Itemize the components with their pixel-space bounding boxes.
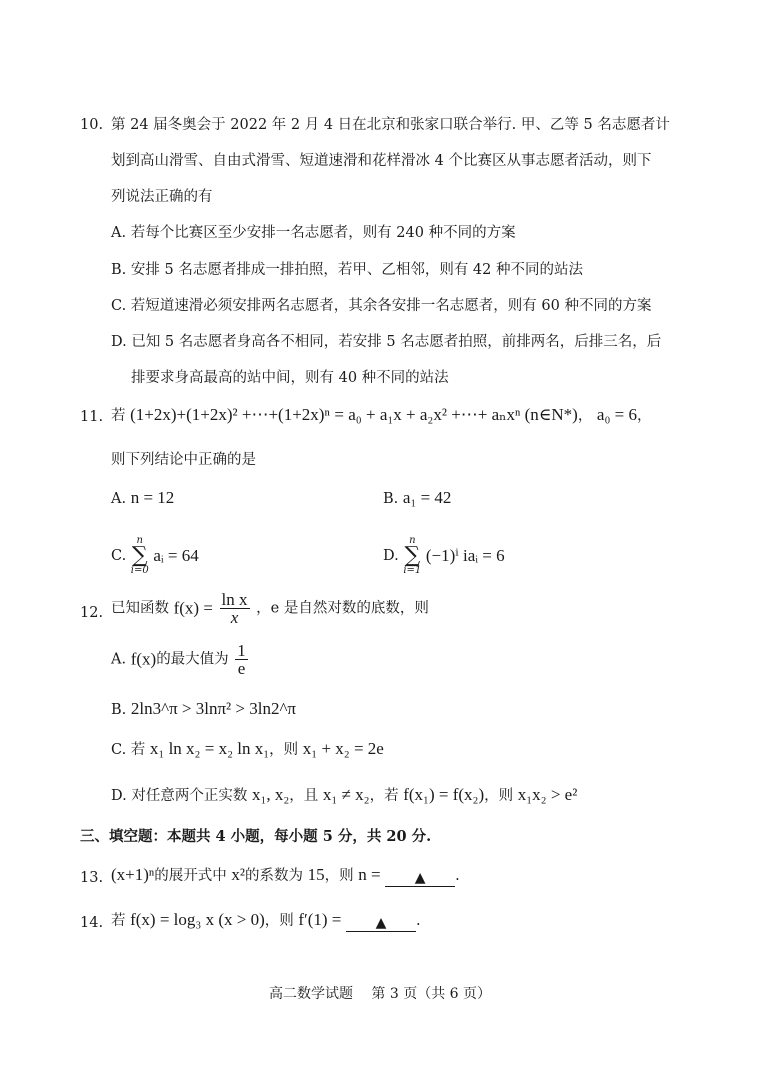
sigma-icon: ∑ [131, 543, 148, 568]
section-3-heading: 三、填空题：本题共 4 小题，每小题 5 分，共 20 分. [80, 828, 432, 845]
q12-option-a [111, 642, 250, 677]
q12-number: 12. [80, 605, 104, 621]
q14-expr2: f′(1) = [298, 910, 342, 929]
q14-end: . [416, 913, 421, 929]
q12-option-c-result: x₁ + x₂ = 2e [302, 739, 384, 758]
q10-option-d-line2: 排要求身高最高的站中间，则有 40 种不同的站法 [131, 370, 449, 386]
q12-option-d [111, 786, 577, 805]
q14-stem [111, 911, 421, 932]
q14-text: ，则 [264, 913, 294, 929]
q12-option-d-and: ，且 [289, 788, 319, 804]
q11-number: 11. [80, 409, 104, 425]
q11-option-d-expr: (−1)ⁱ iaᵢ = 6 [425, 546, 505, 565]
q12-option-a-fx: f(x) [130, 649, 157, 669]
q10-option-d-line1: D. 已知 5 名志愿者身高各不相同，若安排 5 名志愿者拍照，前排两名，后排三名，后 [111, 334, 662, 350]
q10-stem-line3: 列说法正确的有 [111, 189, 213, 205]
q12-option-b-expr: 2ln3^π > 3lnπ² > 3ln2^π [130, 699, 297, 718]
q12-fraction [220, 591, 250, 626]
q12-option-a-label: A. [111, 651, 127, 668]
q10-stem-line1: 第 24 届冬奥会于 2022 年 2 月 4 日在北京和张家口联合举行. 甲、乙等 5 名志愿者计 [111, 117, 670, 133]
q12-option-d-if: ，若 [369, 788, 399, 804]
q11-option-b-label: B. [383, 491, 399, 507]
q10-option-a: A. 若每个比赛区至少安排一名志愿者，则有 240 种不同的方案 [111, 225, 516, 241]
q14-expr: f(x) = log₃ x (x > 0) [130, 910, 265, 929]
q12-fraction-denominator: x [230, 608, 239, 627]
q12-option-c-then: ，则 [269, 742, 299, 758]
q12-option-d-eq: f(x₁) = f(x₂) [403, 785, 485, 804]
q13-x2: x² [231, 865, 245, 884]
q12-stem [111, 591, 429, 626]
q11-option-d-sum-upper: n [409, 535, 416, 546]
q11-option-d-sum-lower: i=1 [403, 565, 422, 576]
q12-option-a-fraction [235, 642, 248, 677]
q12-stem-a: 已知函数 [111, 600, 169, 617]
q10-number: 10. [80, 117, 104, 133]
q11-option-a-label: A. [111, 491, 127, 507]
q13-text-b: 的系数为 [244, 868, 303, 884]
q13-n: n = [358, 865, 381, 884]
q13-end: . [455, 868, 460, 884]
q12-option-c [111, 740, 384, 759]
page-footer: 高二数学试题 第 3 页（共 6 页） [268, 986, 492, 1002]
q10-stem-line2: 划到高山滑雪、自由式滑雪、短道速滑和花样滑冰 4 个比赛区从事志愿者活动，则下 [111, 153, 652, 169]
q13-text-a: 的展开式中 [154, 868, 227, 884]
q11-option-c [111, 536, 199, 576]
q11-if: 若 [111, 408, 126, 424]
q12-option-a-numerator: 1 [237, 641, 246, 660]
q12-option-c-cond: x₁ ln x₂ = x₂ ln x₁ [149, 739, 270, 758]
q12-option-b-label: B. [111, 702, 127, 718]
q11-option-c-sum [131, 536, 149, 576]
q13-text-c: ，则 [324, 868, 354, 884]
q12-option-c-label: C. 若 [111, 742, 146, 758]
q11-option-c-expr: aᵢ = 64 [153, 546, 199, 565]
q13-answer-blank[interactable]: ▲ [385, 870, 455, 887]
q11-option-b-expr: a₁ = 42 [402, 488, 452, 507]
q12-option-d-label: D. 对任意两个正实数 [111, 788, 248, 804]
q12-fraction-numerator: ln x [221, 590, 248, 609]
sigma-icon: ∑ [404, 543, 421, 568]
q11-option-b [383, 489, 451, 508]
q11-rhs: = a₀ + a₁x + a₂x² +⋯+ aₙxⁿ (n∈N*) [334, 405, 578, 424]
q12-option-b [111, 700, 296, 719]
q11-option-d-label: D. [383, 548, 399, 564]
q11-option-c-label: C. [111, 548, 127, 564]
q11-condition: a₀ = 6 [596, 405, 637, 424]
q11-stem-line1: 若 (1+2x)+(1+2x)² +⋯+(1+2x)ⁿ = a₀ + a₁x + a₂x² +⋯+ aₙxⁿ (n∈N*)， a₀ = 6， [111, 405, 652, 424]
q11-option-d-sum [403, 536, 421, 576]
q12-stem-b: ，e 是自然对数的底数，则 [256, 600, 429, 617]
q11-lhs: (1+2x)+(1+2x)² +⋯+(1+2x)ⁿ [130, 405, 330, 424]
q11-option-a [111, 489, 174, 508]
q14-number: 14. [80, 915, 104, 931]
q11-option-a-expr: n = 12 [130, 488, 175, 507]
q11-stem-line2: 则下列结论中正确的是 [111, 452, 256, 468]
q14-if: 若 [111, 913, 126, 929]
q12-fx: f(x) = [173, 598, 213, 618]
q13-number: 13. [80, 870, 104, 886]
q12-option-d-then: ，则 [484, 788, 514, 804]
q13-expr: (x+1)ⁿ [111, 865, 155, 884]
q13-stem [111, 866, 460, 887]
q11-option-d [383, 536, 505, 576]
q11-option-c-sum-upper: n [136, 535, 143, 546]
q12-option-d-neq: x₁ ≠ x₂ [322, 785, 370, 804]
q14-answer-blank[interactable]: ▲ [346, 915, 416, 932]
q13-value: 15 [307, 865, 325, 884]
q12-option-d-vars: x₁, x₂ [251, 785, 290, 804]
q12-option-a-denominator: e [237, 659, 246, 678]
q10-option-c: C. 若短道速滑必须安排两名志愿者，其余各安排一名志愿者，则有 60 种不同的方案 [111, 298, 652, 314]
q10-option-b: B. 安排 5 名志愿者排成一排拍照，若甲、乙相邻，则有 42 种不同的站法 [111, 262, 583, 278]
q11-option-c-sum-lower: i=0 [130, 565, 149, 576]
q12-option-a-text: 的最大值为 [156, 651, 229, 668]
q12-option-d-result: x₁x₂ > e² [517, 785, 578, 804]
